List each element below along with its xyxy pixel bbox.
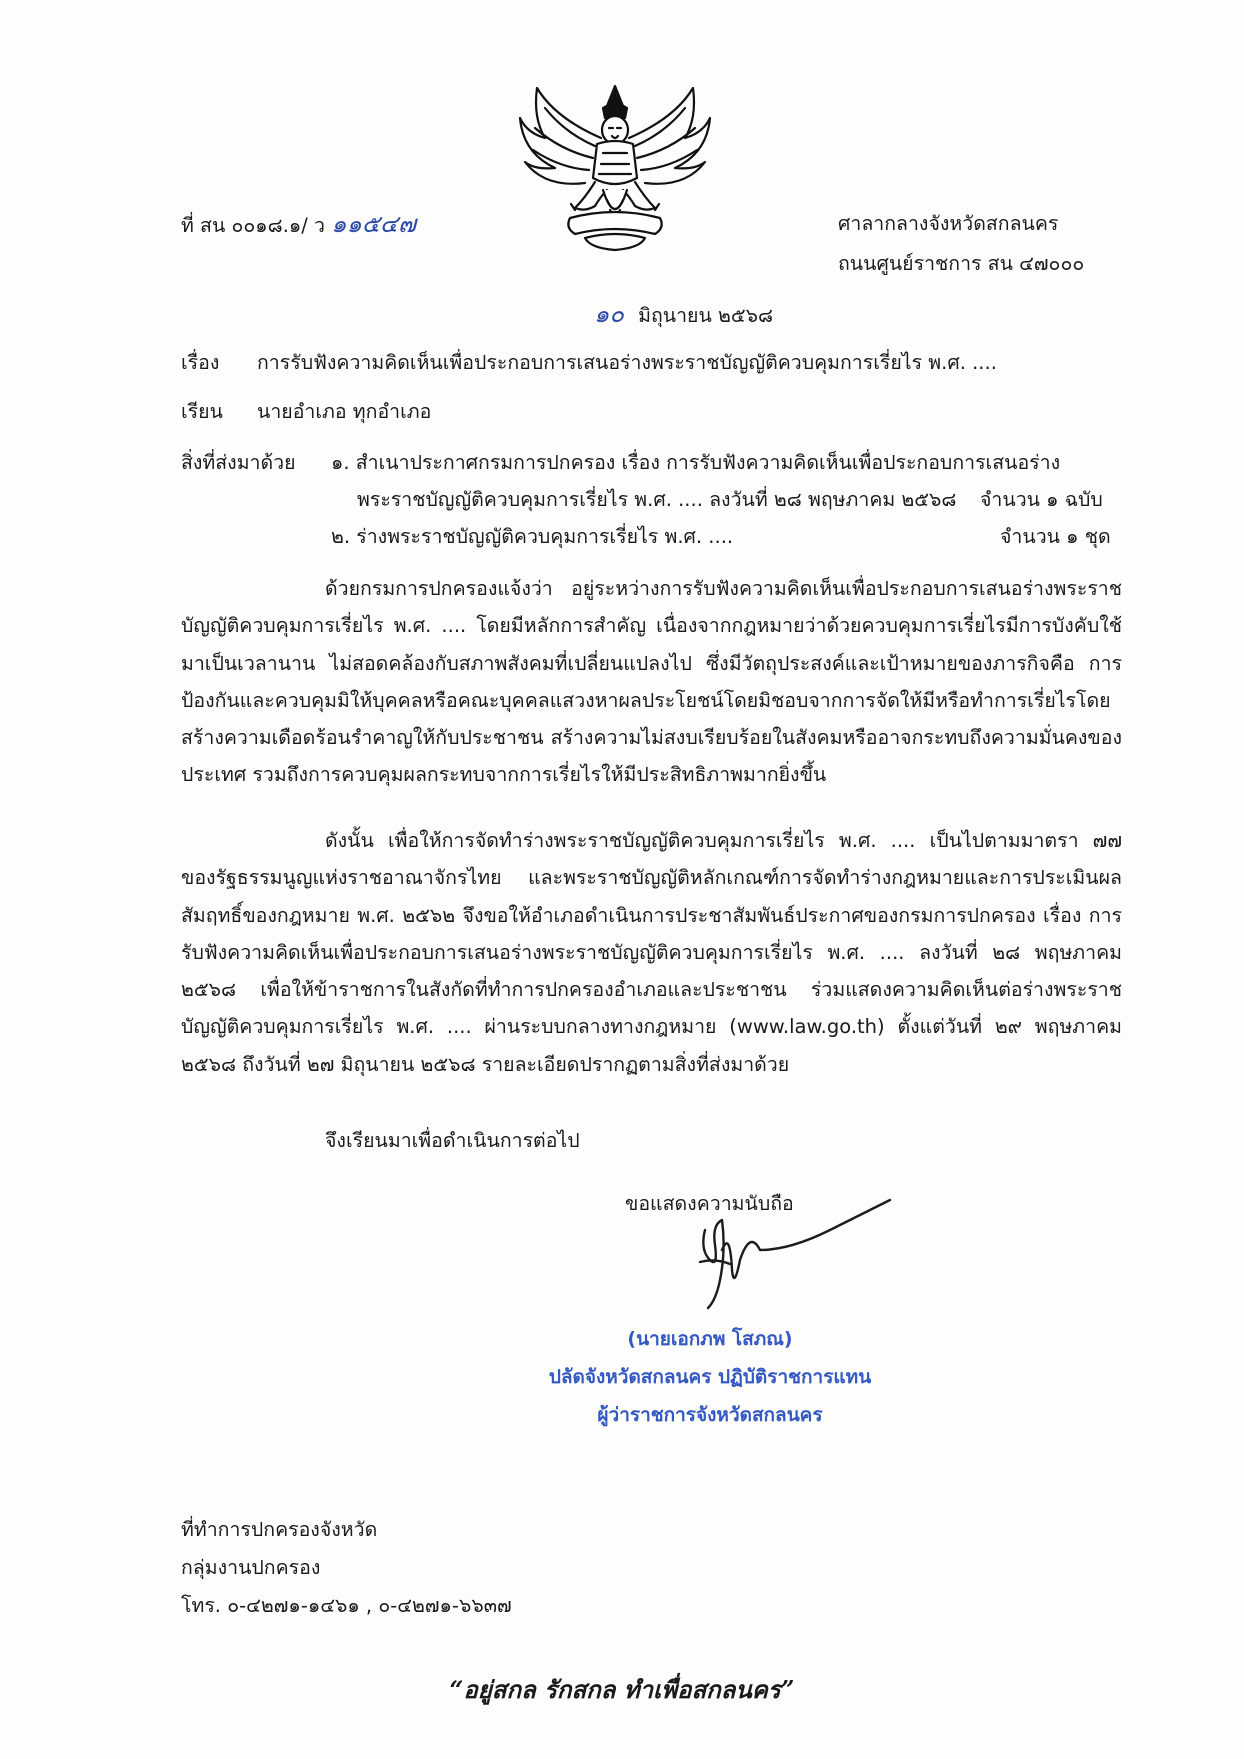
attachments-label: สิ่งที่ส่งมาด้วย (181, 451, 296, 474)
document-date (594, 302, 773, 328)
body-paragraph-2-text: ดังนั้น เพื่อให้การจัดทำร่างพระราชบัญญัติควบคุมการเรี่ยไร พ.ศ. .... เป็นไปตามมาตรา ๗๗ ของรัฐธรรมนูญแห่งราชอาณาจักรไทย และพระราชบัญญัติหลักเกณฑ์การจัดทำร่างกฎหมายและการประเมินผลสัมฤทธิ์ของกฎหมาย พ.ศ. ๒๕๖๒ จึงขอให้อำเภอดำเนินการประชาสัมพันธ์ประกาศของกรมการปกครอง เรื่อง การรับฟังความคิดเห็นเพื่อประกอบการเสนอร่างพระราชบัญญัติควบคุมการเรี่ยไร พ.ศ. .... ลงวันที่ ๒๘ พฤษภาคม ๒๕๖๘ เพื่อให้ข้าราชการในสังกัดที่ทำการปกครองอำเภอและประชาชน ร่วมแสดงความคิดเห็นต่อร่างพระราชบัญญัติควบคุมการเรี่ยไร พ.ศ. .... ผ่านระบบกลางทางกฎหมาย (www.law.go.th) ตั้งแต่วันที่ ๒๙ พฤษภาคม ๒๕๖๘ ถึงวันที่ ๒๗ มิถุนายน ๒๕๖๘ รายละเอียดปรากฏตามสิ่งที่ส่งมาด้วย (181, 829, 1122, 1076)
recipient-label: เรียน (181, 400, 223, 423)
attachment-1-qty: จำนวน ๑ ฉบับ (980, 488, 1103, 511)
body-paragraph-1-text: ด้วยกรมการปกครองแจ้งว่า อยู่ระหว่างการรับฟังความคิดเห็นเพื่อประกอบการเสนอร่างพระราชบัญญัติควบคุมการเรี่ยไร พ.ศ. .... โดยมีหลักการสำคัญ เนื่องจากกฎหมายว่าด้วยควบคุมการเรี่ยไรมีการบังคับใช้มาเป็นเวลานาน ไม่สอดคล้องกับสภาพสังคมที่เปลี่ยนแปลงไป ซึ่งมีวัตถุประสงค์และเป้าหมายของภารกิจคือ การป้องกันและควบคุมมิให้บุคคลหรือคณะบุคคลแสวงหาผลประโยชน์โดยมิชอบจากการจัดให้มีหรือทำการเรี่ยไรโดยสร้างความเดือดร้อนรำคาญให้กับประชาชน สร้างความไม่สงบเรียบร้อยในสังคมหรืออาจกระทบถึงความมั่นคงของประเทศ รวมถึงการควบคุมผลกระทบจากการเรี่ยไรให้มีประสิทธิภาพมากยิ่งขึ้น (181, 577, 1122, 787)
body-paragraph-3-text: จึงเรียนมาเพื่อดำเนินการต่อไป (325, 1129, 580, 1152)
body-paragraph-3 (181, 1122, 1122, 1159)
footer-office: ที่ทำการปกครองจังหวัด (181, 1518, 378, 1541)
reference-number (181, 212, 416, 238)
office-address-line2: ถนนศูนย์ราชการ สน ๔๗๐๐๐ (838, 252, 1085, 275)
reference-prefix: ที่ สน ๐๐๑๘.๑/ ว (181, 214, 326, 237)
attachment-2-line1: ๒. ร่างพระราชบัญญัติควบคุมการเรี่ยไร พ.ศ. .... (331, 525, 734, 548)
signer-name: (นายเอกภพ โสภณ) (627, 1328, 793, 1350)
date-day-handwritten: ๑๐ (594, 300, 624, 328)
signer-title-line1: ปลัดจังหวัดสกลนคร ปฏิบัติราชการแทน (548, 1366, 872, 1388)
body-paragraph-2 (181, 822, 1122, 1083)
attachment-1-line1: ๑. สำเนาประกาศกรมการปกครอง เรื่อง การรับฟังความคิดเห็นเพื่อประกอบการเสนอร่าง (331, 451, 1061, 474)
reference-number-handwritten: ๑๑๕๔๗ (331, 210, 417, 238)
footer-phone: โทร. ๐-๔๒๗๑-๑๔๖๑ , ๐-๔๒๗๑-๖๖๓๗ (181, 1594, 512, 1617)
recipient-text: นายอำเภอ ทุกอำเภอ (257, 400, 432, 423)
garuda-emblem-icon (515, 78, 715, 258)
date-month-year: มิถุนายน ๒๕๖๘ (638, 304, 774, 327)
attachment-2-qty: จำนวน ๑ ชุด (1000, 525, 1111, 548)
footer-division: กลุ่มงานปกครอง (181, 1556, 321, 1579)
signer-title-line2: ผู้ว่าราชการจังหวัดสกลนคร (597, 1404, 823, 1426)
office-address-line1: ศาลากลางจังหวัดสกลนคร (838, 212, 1059, 235)
subject-text: การรับฟังความคิดเห็นเพื่อประกอบการเสนอร่างพระราชบัญญัติควบคุมการเรี่ยไร พ.ศ. .... (257, 351, 997, 374)
signature-handwritten (660, 1190, 910, 1320)
body-paragraph-1 (181, 570, 1122, 794)
subject-label: เรื่อง (181, 351, 220, 374)
provincial-motto: “อยู่สกล รักสกล ทำเพื่อสกลนคร” (449, 1675, 795, 1704)
closing-salutation: ขอแสดงความนับถือ (625, 1192, 794, 1215)
attachment-1-line2: พระราชบัญญัติควบคุมการเรี่ยไร พ.ศ. .... ลงวันที่ ๒๘ พฤษภาคม ๒๕๖๘ (357, 488, 957, 511)
